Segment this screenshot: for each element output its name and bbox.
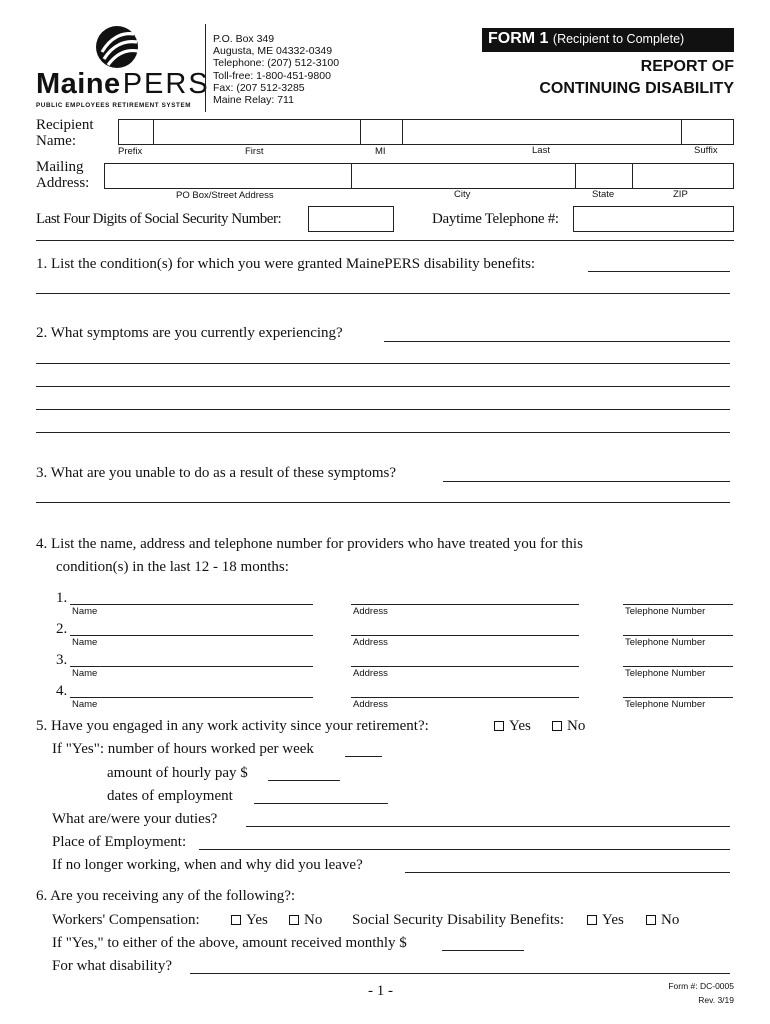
recipient-last-field[interactable]	[402, 119, 682, 145]
checkbox-icon[interactable]	[231, 915, 241, 925]
q6-disability-line[interactable]	[190, 973, 730, 974]
address-line: Maine Relay: 711	[213, 94, 294, 107]
form-title-line1: REPORT OF	[640, 58, 734, 75]
address-block	[213, 33, 339, 106]
q5-left-line[interactable]	[405, 872, 730, 873]
answer-line[interactable]	[36, 293, 730, 294]
page-number: - 1 -	[368, 983, 393, 999]
form-title-line2: CONTINUING DISABILITY	[539, 80, 734, 97]
answer-line[interactable]	[36, 363, 730, 364]
form-number-footer: Form #: DC-0005	[668, 981, 734, 991]
provider-phone-label: Telephone Number	[625, 699, 706, 710]
answer-line[interactable]	[36, 432, 730, 433]
question-1: 1. List the condition(s) for which you were granted MainePERS disability benefits:	[36, 256, 536, 272]
provider-name-label: Name	[72, 606, 98, 617]
provider-address-label: Address	[353, 637, 388, 648]
answer-line[interactable]	[36, 502, 730, 503]
q6-ssdb-yes-option[interactable]: Yes	[587, 912, 624, 929]
provider-address-line[interactable]	[351, 604, 579, 605]
q6-wc-yes-option[interactable]: Yes	[231, 912, 268, 929]
provider-number: 1.	[56, 590, 68, 606]
checkbox-icon[interactable]	[289, 915, 299, 925]
provider-phone-label: Telephone Number	[625, 606, 706, 617]
q5-pay-line[interactable]	[268, 780, 340, 781]
zip-field[interactable]	[632, 163, 734, 189]
provider-phone-label: Telephone Number	[625, 668, 706, 679]
q5-place-label: Place of Employment:	[52, 834, 187, 850]
question-5: 5. Have you engaged in any work activity since your retirement?:	[36, 718, 429, 734]
address-line: Fax: (207 512-3285	[213, 81, 305, 94]
question-3: 3. What are you unable to do as a result of these symptoms?	[36, 465, 397, 481]
provider-phone-line[interactable]	[623, 635, 733, 636]
sub-label-suffix: Suffix	[694, 145, 718, 156]
question-2: 2. What symptoms are you currently experiencing?	[36, 325, 343, 341]
answer-line[interactable]	[36, 409, 730, 410]
logo-pers: PERS	[122, 68, 210, 100]
recipient-mi-field[interactable]	[360, 119, 403, 145]
q6-ssdb-label: Social Security Disability Benefits:	[352, 912, 565, 928]
ssn-field[interactable]	[308, 206, 394, 232]
question-4-cont: condition(s) in the last 12 - 18 months:	[56, 559, 289, 575]
sub-label-last: Last	[532, 145, 550, 156]
address-line: Augusta, ME 04332-0349	[213, 45, 333, 58]
provider-name-line[interactable]	[70, 635, 313, 636]
question-6: 6. Are you receiving any of the following?:	[36, 888, 296, 904]
q5-hours-label: If "Yes": number of hours worked per week	[52, 741, 314, 757]
q5-hours-line[interactable]	[345, 756, 382, 757]
q6-wc-no-option[interactable]: No	[289, 912, 322, 929]
logo-subtitle: PUBLIC EMPLOYEES RETIREMENT SYSTEM	[36, 102, 192, 109]
checkbox-icon[interactable]	[587, 915, 597, 925]
provider-name-line[interactable]	[70, 604, 313, 605]
provider-address-line[interactable]	[351, 635, 579, 636]
answer-line[interactable]	[443, 481, 730, 482]
address-line: P.O. Box 349	[213, 33, 275, 45]
sub-label-state: State	[592, 189, 615, 200]
logo	[36, 24, 210, 114]
address-line: Toll-free: 1-800-451-9800	[213, 69, 331, 82]
header-divider	[205, 24, 206, 112]
section-divider	[36, 240, 734, 241]
provider-address-line[interactable]	[351, 666, 579, 667]
provider-number: 4.	[56, 683, 68, 699]
recipient-label: Recipient Name:	[36, 117, 94, 149]
sub-label-street: PO Box/Street Address	[176, 190, 274, 201]
provider-number: 2.	[56, 621, 68, 637]
street-field[interactable]	[104, 163, 352, 189]
q5-duties-line[interactable]	[246, 826, 730, 827]
checkbox-icon[interactable]	[552, 721, 562, 731]
phone-field[interactable]	[573, 206, 734, 232]
mailing-label: Mailing Address:	[36, 159, 90, 191]
city-field[interactable]	[351, 163, 576, 189]
sub-label-first: First	[245, 146, 264, 157]
recipient-prefix-field[interactable]	[118, 119, 154, 145]
provider-phone-line[interactable]	[623, 604, 733, 605]
recipient-first-field[interactable]	[153, 119, 361, 145]
revision-date: Rev. 3/19	[698, 995, 734, 1005]
q5-no-option[interactable]: No	[552, 718, 585, 735]
phone-label: Daytime Telephone #:	[432, 211, 559, 227]
provider-address-line[interactable]	[351, 697, 579, 698]
form-number: FORM 1	[488, 30, 549, 47]
provider-name-label: Name	[72, 699, 98, 710]
provider-address-label: Address	[353, 668, 388, 679]
sub-label-zip: ZIP	[673, 189, 688, 200]
provider-name-line[interactable]	[70, 666, 313, 667]
q5-left-label: If no longer working, when and why did you leave?	[52, 857, 363, 873]
answer-line[interactable]	[588, 271, 730, 272]
provider-phone-line[interactable]	[623, 666, 733, 667]
provider-address-label: Address	[353, 606, 388, 617]
ssn-label: Last Four Digits of Social Security Number:	[36, 211, 282, 227]
answer-line[interactable]	[36, 386, 730, 387]
q6-amount-label: If "Yes," to either of the above, amount received monthly $	[52, 935, 407, 951]
provider-phone-line[interactable]	[623, 697, 733, 698]
q6-amount-line[interactable]	[442, 950, 524, 951]
provider-phone-label: Telephone Number	[625, 637, 706, 648]
q5-place-line[interactable]	[199, 849, 730, 850]
q5-dates-line[interactable]	[254, 803, 388, 804]
provider-number: 3.	[56, 652, 68, 668]
question-4: 4. List the name, address and telephone number for providers who have treated you for this	[36, 536, 583, 552]
provider-name-line[interactable]	[70, 697, 313, 698]
q5-duties-label: What are/were your duties?	[52, 811, 218, 827]
logo-maine: Maine	[36, 68, 121, 100]
sub-label-city: City	[454, 189, 471, 200]
mainepers-logo-icon	[94, 24, 140, 70]
provider-name-label: Name	[72, 668, 98, 679]
q5-yes-option[interactable]: Yes	[494, 718, 531, 735]
address-line: Telephone: (207) 512-3100	[213, 57, 340, 70]
sub-label-mi: MI	[375, 146, 386, 157]
state-field[interactable]	[575, 163, 633, 189]
checkbox-icon[interactable]	[494, 721, 504, 731]
recipient-suffix-field[interactable]	[681, 119, 734, 145]
form-label-banner	[482, 28, 734, 52]
form-label-sub: (Recipient to Complete)	[552, 32, 685, 46]
provider-address-label: Address	[353, 699, 388, 710]
provider-name-label: Name	[72, 637, 98, 648]
q5-dates-label: dates of employment	[107, 788, 233, 804]
checkbox-icon[interactable]	[646, 915, 656, 925]
q6-ssdb-no-option[interactable]: No	[646, 912, 679, 929]
q6-wc-label: Workers' Compensation:	[52, 912, 200, 928]
q5-pay-label: amount of hourly pay $	[107, 765, 248, 781]
q6-disability-label: For what disability?	[52, 958, 172, 974]
answer-line[interactable]	[384, 341, 730, 342]
sub-label-prefix: Prefix	[118, 146, 143, 157]
